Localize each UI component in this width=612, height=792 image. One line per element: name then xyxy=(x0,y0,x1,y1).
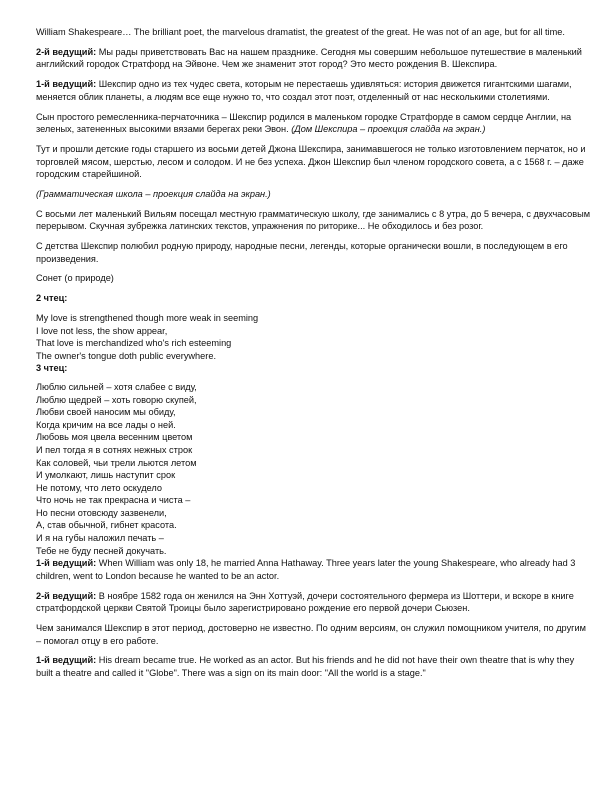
paragraph-host1-wonder xyxy=(36,78,590,103)
verse-line: Но песни отовсюду зазвенели, xyxy=(36,507,167,518)
paragraph-period: Чем занимался Шекспир в этот период, достоверно не известно. По одним версиям, он служил помощником учителя, по другим – помогал отцу в его работе. xyxy=(36,623,586,646)
speaker-label: 1-й ведущий: xyxy=(36,655,97,666)
reader3-label: 3 чтец: xyxy=(36,363,68,374)
speaker-label: 2-й ведущий: xyxy=(36,590,97,601)
verse-line: Люблю сильней – хотя слабее с виду, xyxy=(36,381,197,392)
paragraph-school: С восьми лет маленький Вильям посещал местную грамматическую школу, где занимались с 8 утра, до 5 вечера, с двухчасовым перерывом. Скучная зубрежка латинских текстов, упражнения по риторике... Не обходилось и без розог. xyxy=(36,208,591,232)
verse-line: А, став обычной, гибнет красота. xyxy=(36,520,177,531)
verse-line: Любовь моя цвела весенним цветом xyxy=(36,432,193,443)
verse-line: My love is strengthened though more weak in seeming xyxy=(36,312,259,323)
verse-line: Люблю щедрей – хоть говорю скупей, xyxy=(36,394,197,405)
paragraph-nature: С детства Шекспир полюбил родную природу, народные песни, легенды, которые органически вошли, в последующем в его произведения. xyxy=(36,241,568,264)
paragraph-text: His dream became true. He worked as an actor. But his friends and he did not have their own theatre that is why they built a theatre and called it "Globe". There was a sign on its main door: "All the world is a stage." xyxy=(36,655,575,678)
verse-line: I love not less, the show appear, xyxy=(36,325,168,336)
sonnet-title: Сонет (о природе) xyxy=(36,273,114,284)
paragraph-birthplace xyxy=(36,111,590,136)
paragraph-text: В ноябре 1582 года он женился на Энн Хоттуэй, дочери состоятельного фермера из Шоттери, и вскоре в книге стратфордской церкви Святой Троицы было зарегистрировано рождение его первой дочери Сьюзен. xyxy=(36,590,574,614)
paragraph-marriage-ru xyxy=(36,590,590,615)
speaker-label: 1-й ведущий: xyxy=(36,79,97,90)
verse-line: Как соловей, чьи трели льются летом xyxy=(36,457,197,468)
paragraph-marriage-en xyxy=(36,557,590,582)
stage-note-grammar-school: (Грамматическая школа – проекция слайда на экран.) xyxy=(36,188,271,199)
paragraph-globe xyxy=(36,654,590,679)
verse-line: Не потому, что лето оскудело xyxy=(36,482,162,493)
paragraph-intro: William Shakespeare… The brilliant poet, the marvelous dramatist, the greatest of the great. He was not of an age, but for all time. xyxy=(36,27,565,37)
paragraph-text: Шекспир одно из тех чудес света, которым не перестаешь удивляться: история движется гигантскими шагами, меняется облик планеты, а людям все еще нужно то, что создал этот поэт, отделенный от нас несколькими столетиями. xyxy=(36,79,572,102)
verse-line: Тебе не буду песней докучать. xyxy=(36,545,167,556)
paragraph-text: Мы рады приветствовать Вас на нашем празднике. Сегодня мы совершим небольшое путешествие в маленький английский городок Стратфорд на Эйвоне. Чем же знаменит этот город? Это место рождения В. Шекспира. xyxy=(36,46,582,70)
paragraph-host2-welcome xyxy=(36,46,590,71)
stage-note: (Дом Шекспира – проекция слайда на экран.) xyxy=(291,124,486,135)
verse-line: Когда кричим на все лады о ней. xyxy=(36,419,176,430)
speaker-label: 1-й ведущий: xyxy=(36,558,97,569)
verse-line: И пел тогда я в сотнях нежных строк xyxy=(36,444,193,455)
verse-line: И я на губы наложил печать – xyxy=(36,533,164,544)
paragraph-childhood: Тут и прошли детские годы старшего из восьми детей Джона Шекспира, занимавшегося не только изготовлением перчаток, но и торговлей мясом, шерстью, лесом и солодом. И не без успеха. Джон Шекспир был членом городского совета, а с 1568 г. – даже городским старейшиной. xyxy=(36,143,586,180)
sonnet-english xyxy=(36,312,590,362)
speaker-label: 2-й ведущий: xyxy=(36,46,97,57)
verse-line: The owner's tongue doth public everywhere. xyxy=(36,350,216,361)
paragraph-text: Сын простого ремесленника-перчаточника – Шекспир родился в маленьком городке Стратфорде в самом сердце Англии, на зеленых, затененных высокими вязами берегах реки Эвон. xyxy=(36,111,572,135)
verse-line: Что ночь не так прекрасна и чиста – xyxy=(36,495,191,506)
paragraph-text: When William was only 18, he married Anna Hathaway. Three years later the young Shakespeare, who already had 3 children, went to London because he wanted to be an actor. xyxy=(36,558,576,581)
sonnet-russian xyxy=(36,381,590,557)
verse-line: That love is merchandized who's rich esteeming xyxy=(36,338,232,349)
reader2-label: 2 чтец: xyxy=(36,293,68,304)
verse-line: И умолкают, лишь наступит срок xyxy=(36,470,176,481)
verse-line: Любви своей наносим мы обиду, xyxy=(36,407,176,418)
